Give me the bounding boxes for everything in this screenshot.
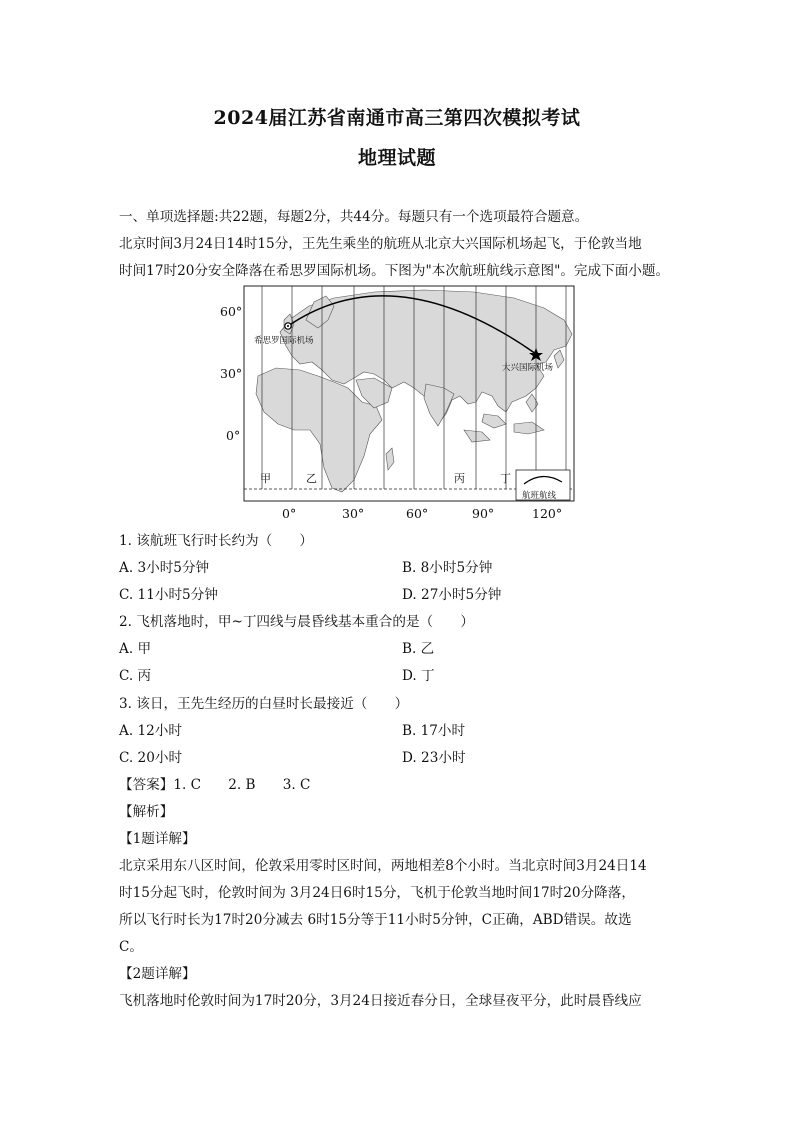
q2-option-b: B. 乙 (402, 641, 435, 657)
line-label-yi: 乙 (306, 472, 317, 485)
lon-label-0: 0° (282, 506, 297, 521)
q1-option-b: B. 8小时5分钟 (402, 560, 493, 576)
detail-1-line-1: 北京采用东八区时间，伦敦采用零时区时间，两地相差8个小时。当北京时间3月24日14 (119, 858, 647, 874)
q1-option-a: A. 3小时5分钟 (119, 560, 210, 576)
lat-label-30: 30° (220, 366, 243, 381)
detail-1-heading: 【1题详解】 (119, 831, 196, 847)
document-subtitle: 地理试题 (357, 147, 436, 169)
lon-label-120: 120° (532, 506, 563, 521)
lon-label-30: 30° (342, 506, 365, 521)
line-label-jia: 甲 (260, 472, 271, 485)
detail-1-line-2: 时15分起飞时，伦敦时间为 3月24日6时15分，飞机于伦敦当地时间17时20分降落， (119, 885, 635, 901)
answer-line: 【答案】1. C 2. B 3. C (119, 777, 311, 793)
intro-line-2: 时间17时20分安全降落在希思罗国际机场。下图为"本次航班航线示意图"。完成下面小题。 (119, 263, 670, 279)
origin-airport-label: 希思罗国际机场 (254, 336, 314, 346)
line-label-bing: 丙 (454, 472, 465, 485)
question-1-stem: 1. 该航班飞行时长约为（ ） (119, 533, 314, 549)
question-3-stem: 3. 该日，王先生经历的白昼时长最接近（ ） (119, 696, 409, 712)
q2-option-c: C. 丙 (119, 668, 152, 684)
lat-label-0: 0° (226, 428, 241, 443)
detail-1-line-3: 所以飞行时长为17时20分减去 6时15分等于11小时5分钟，C正确，ABD错误。故选 (119, 912, 632, 928)
lat-label-60: 60° (220, 304, 243, 319)
document-title: 2024届江苏省南通市高三第四次模拟考试 (213, 107, 581, 129)
lon-label-90: 90° (472, 506, 495, 521)
q3-option-a: A. 12小时 (119, 723, 182, 739)
q1-option-c: C. 11小时5分钟 (119, 587, 218, 603)
q2-option-d: D. 丁 (402, 668, 435, 684)
q3-option-b: B. 17小时 (402, 723, 466, 739)
detail-2-line-1: 飞机落地时伦敦时间为17时20分，3月24日接近春分日，全球昼夜平分，此时晨昏线应 (119, 993, 642, 1009)
q1-option-d: D. 27小时5分钟 (402, 587, 502, 603)
detail-1-line-4: C。 (119, 939, 143, 955)
q3-option-d: D. 23小时 (402, 750, 466, 766)
q3-option-c: C. 20小时 (119, 750, 183, 766)
line-label-ding: 丁 (500, 472, 511, 485)
dest-airport-label: 大兴国际机场 (502, 363, 554, 373)
question-2-stem: 2. 飞机落地时，甲~丁四线与晨昏线基本重合的是（ ） (119, 614, 474, 630)
section-heading: 一、单项选择题:共22题，每题2分，共44分。每题只有一个选项最符合题意。 (119, 209, 589, 225)
analysis-heading: 【解析】 (119, 804, 174, 820)
flight-route-map (214, 284, 584, 529)
intro-line-1: 北京时间3月24日14时15分，王先生乘坐的航班从北京大兴国际机场起飞，于伦敦当地 (119, 236, 642, 252)
lon-label-60: 60° (406, 506, 429, 521)
q2-option-a: A. 甲 (119, 641, 152, 657)
detail-2-heading: 【2题详解】 (119, 966, 196, 982)
legend-label: 航班航线 (522, 491, 557, 501)
